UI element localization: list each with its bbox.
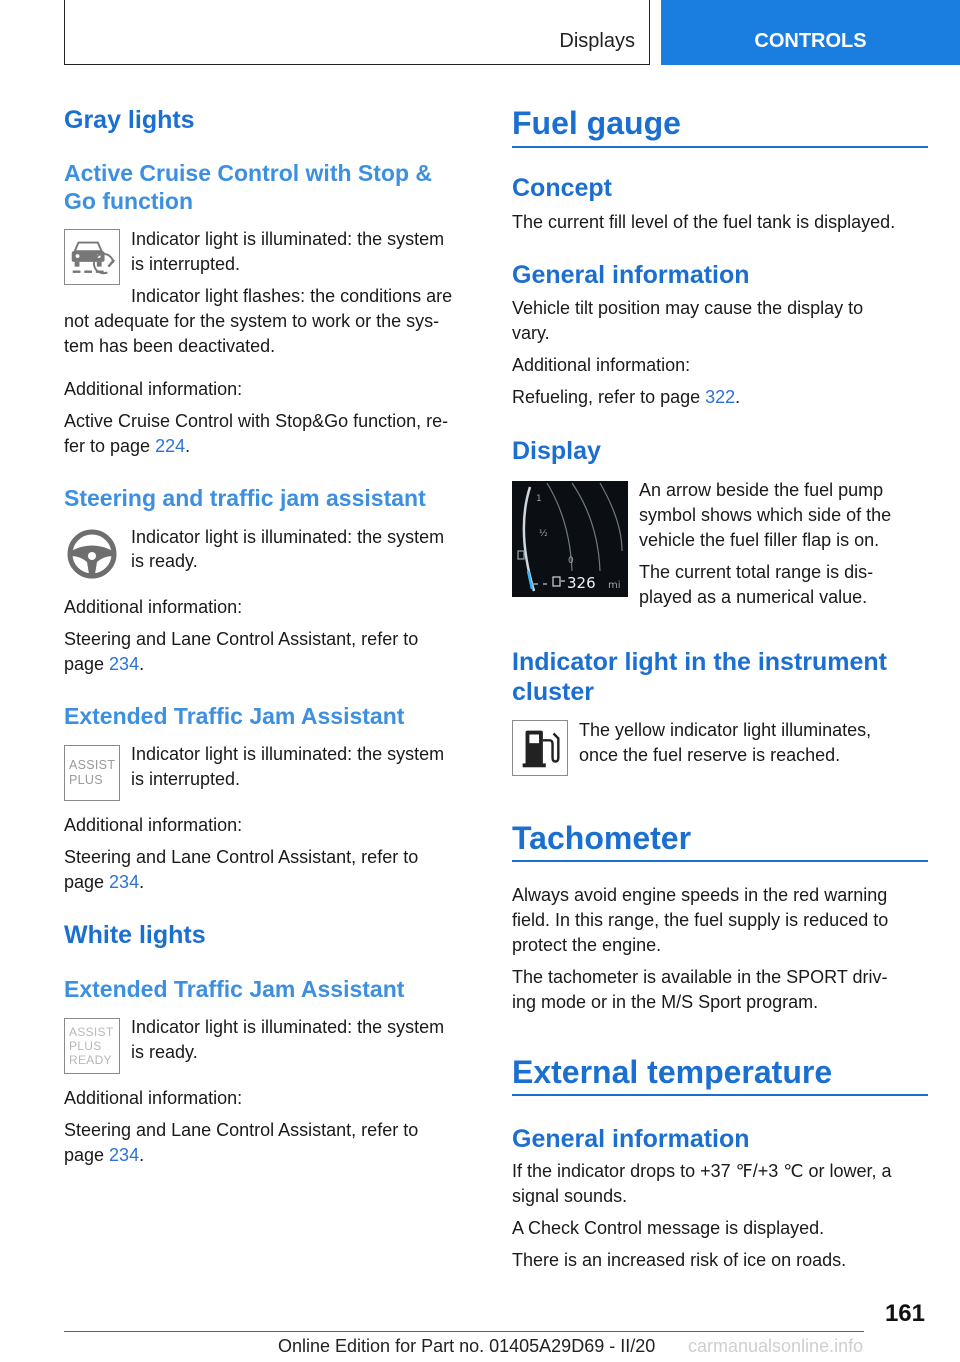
external-temperature-rule: [512, 1094, 928, 1096]
etja-ref-line1: Steering and Lane Control Assistant, refer to: [64, 847, 419, 867]
external-temperature-heading: External temperature: [512, 1054, 833, 1090]
section-title: Displays: [559, 30, 635, 52]
steering-wheel-icon: [64, 526, 120, 582]
indicator-text-a: The yellow indicator light illuminates,: [579, 720, 872, 740]
display-text-1a: An arrow beside the fuel pump: [639, 480, 884, 500]
display-text-2a: The current total range is dis‐: [639, 562, 874, 582]
display-text-2b: played as a numerical value.: [639, 587, 868, 607]
etja2-text-1a: Indicator light is illuminated: the system: [131, 1017, 445, 1037]
gauge-tick-1: 1: [536, 494, 542, 504]
tachometer-rule: [512, 860, 928, 862]
indicator-heading-line2: cluster: [512, 678, 594, 706]
etja2-ref-line2: page 234.: [64, 1145, 145, 1165]
etja-additional-info: Additional information:: [64, 815, 243, 835]
assist-plus-ready-icon: ASSIST PLUS READY: [64, 1018, 120, 1074]
page-number: 161: [884, 1300, 925, 1327]
acc-text-2b: not adequate for the system to work or the sys‐: [64, 311, 440, 331]
etja-ref-line2: page 234.: [64, 872, 145, 892]
gauge-range-value: 326: [567, 574, 596, 592]
general-info-heading: General information: [512, 261, 750, 289]
page-link-234[interactable]: 234: [109, 872, 140, 892]
page-link-224[interactable]: 224: [155, 436, 186, 456]
display-text-1c: vehicle the fuel filler flap is on.: [639, 530, 880, 550]
geninfo-additional-info: Additional information:: [512, 355, 691, 375]
concept-heading: Concept: [512, 174, 612, 202]
acc-text-1a: Indicator light is illuminated: the system: [131, 229, 445, 249]
display-text-1b: symbol shows which side of the: [639, 505, 892, 525]
acc-text-2a: Indicator light flashes: the conditions are: [131, 286, 453, 306]
concept-text: The current fill level of the fuel tank is displayed.: [512, 212, 896, 232]
geninfo-ref: Refueling, refer to page 322.: [512, 387, 741, 407]
ext-text-2: A Check Control message is displayed.: [512, 1218, 825, 1238]
steer-text-1b: is ready.: [131, 551, 198, 571]
page-link-234[interactable]: 234: [109, 1145, 140, 1165]
etja-text-1a: Indicator light is illuminated: the system: [131, 744, 445, 764]
acc-additional-info: Additional information:: [64, 379, 243, 399]
display-heading: Display: [512, 437, 601, 465]
steer-text-1a: Indicator light is illuminated: the system: [131, 527, 445, 547]
etja2-text-1b: is ready.: [131, 1042, 198, 1062]
gauge-range-unit: mi: [608, 580, 621, 591]
chapter-tab-label: CONTROLS: [754, 30, 867, 52]
white-lights-heading: White lights: [64, 921, 206, 949]
chapter-tab[interactable]: [661, 0, 960, 65]
fuel-gauge-image: [512, 481, 628, 597]
steer-additional-info: Additional information:: [64, 597, 243, 617]
acc-text-2c: tem has been deactivated.: [64, 336, 276, 356]
acc-heading-line2: Go function: [64, 188, 194, 214]
steer-ref-line1: Steering and Lane Control Assistant, refer to: [64, 629, 419, 649]
assist-plus-icon: ASSIST PLUS: [64, 745, 120, 801]
fuel-pump-icon: [512, 720, 568, 776]
page-link-234[interactable]: 234: [109, 654, 140, 674]
tacho-text-2a: The tachometer is available in the SPORT driv‐: [512, 967, 888, 987]
tacho-text-1b: field. In this range, the fuel supply is reduced to: [512, 910, 889, 930]
tacho-text-2b: ing mode or in the M/S Sport program.: [512, 992, 819, 1012]
geninfo-text-a: Vehicle tilt position may cause the display to: [512, 298, 864, 318]
ext-text-3: There is an increased risk of ice on roads.: [512, 1250, 847, 1270]
indicator-heading-line1: Indicator light in the instrument: [512, 648, 887, 676]
ext-text-1b: signal sounds.: [512, 1186, 628, 1206]
steering-heading: Steering and traffic jam assistant: [64, 485, 426, 511]
ext-text-1a: If the indicator drops to +37 ℉/+3 ℃ or lower, a: [512, 1161, 892, 1181]
gauge-tick-half: ½: [539, 529, 548, 539]
fuel-gauge-heading: Fuel gauge: [512, 105, 681, 141]
edition-text: Online Edition for Part no. 01405A29D69 - II/20: [278, 1336, 656, 1356]
gauge-tick-0: 0: [568, 556, 574, 566]
etja-heading: Extended Traffic Jam Assistant: [64, 703, 405, 729]
header-frame: [64, 0, 650, 65]
steer-ref-line2: page 234.: [64, 654, 145, 674]
etja2-ref-line1: Steering and Lane Control Assistant, refer to: [64, 1120, 419, 1140]
etja2-additional-info: Additional information:: [64, 1088, 243, 1108]
cruise-control-icon: [64, 229, 120, 285]
tacho-text-1a: Always avoid engine speeds in the red warning: [512, 885, 888, 905]
tacho-text-1c: protect the engine.: [512, 935, 662, 955]
indicator-text-b: once the fuel reserve is reached.: [579, 745, 841, 765]
gray-lights-heading: Gray lights: [64, 106, 195, 134]
ext-general-info-heading: General information: [512, 1125, 750, 1153]
geninfo-text-b: vary.: [512, 323, 550, 343]
fuel-gauge-rule: [512, 146, 928, 148]
page-link-322[interactable]: 322: [705, 387, 736, 407]
tachometer-heading: Tachometer: [512, 820, 692, 856]
footer-rule: [64, 1331, 864, 1332]
acc-ref-line1: Active Cruise Control with Stop&Go function, re‐: [64, 411, 449, 431]
acc-ref-line2: fer to page 224.: [64, 436, 191, 456]
etja-text-1b: is interrupted.: [131, 769, 241, 789]
acc-text-1b: is interrupted.: [131, 254, 241, 274]
watermark: carmanualsonline.info: [688, 1336, 864, 1356]
etja-ready-heading: Extended Traffic Jam Assistant: [64, 976, 405, 1002]
acc-heading-line1: Active Cruise Control with Stop &: [64, 160, 433, 186]
